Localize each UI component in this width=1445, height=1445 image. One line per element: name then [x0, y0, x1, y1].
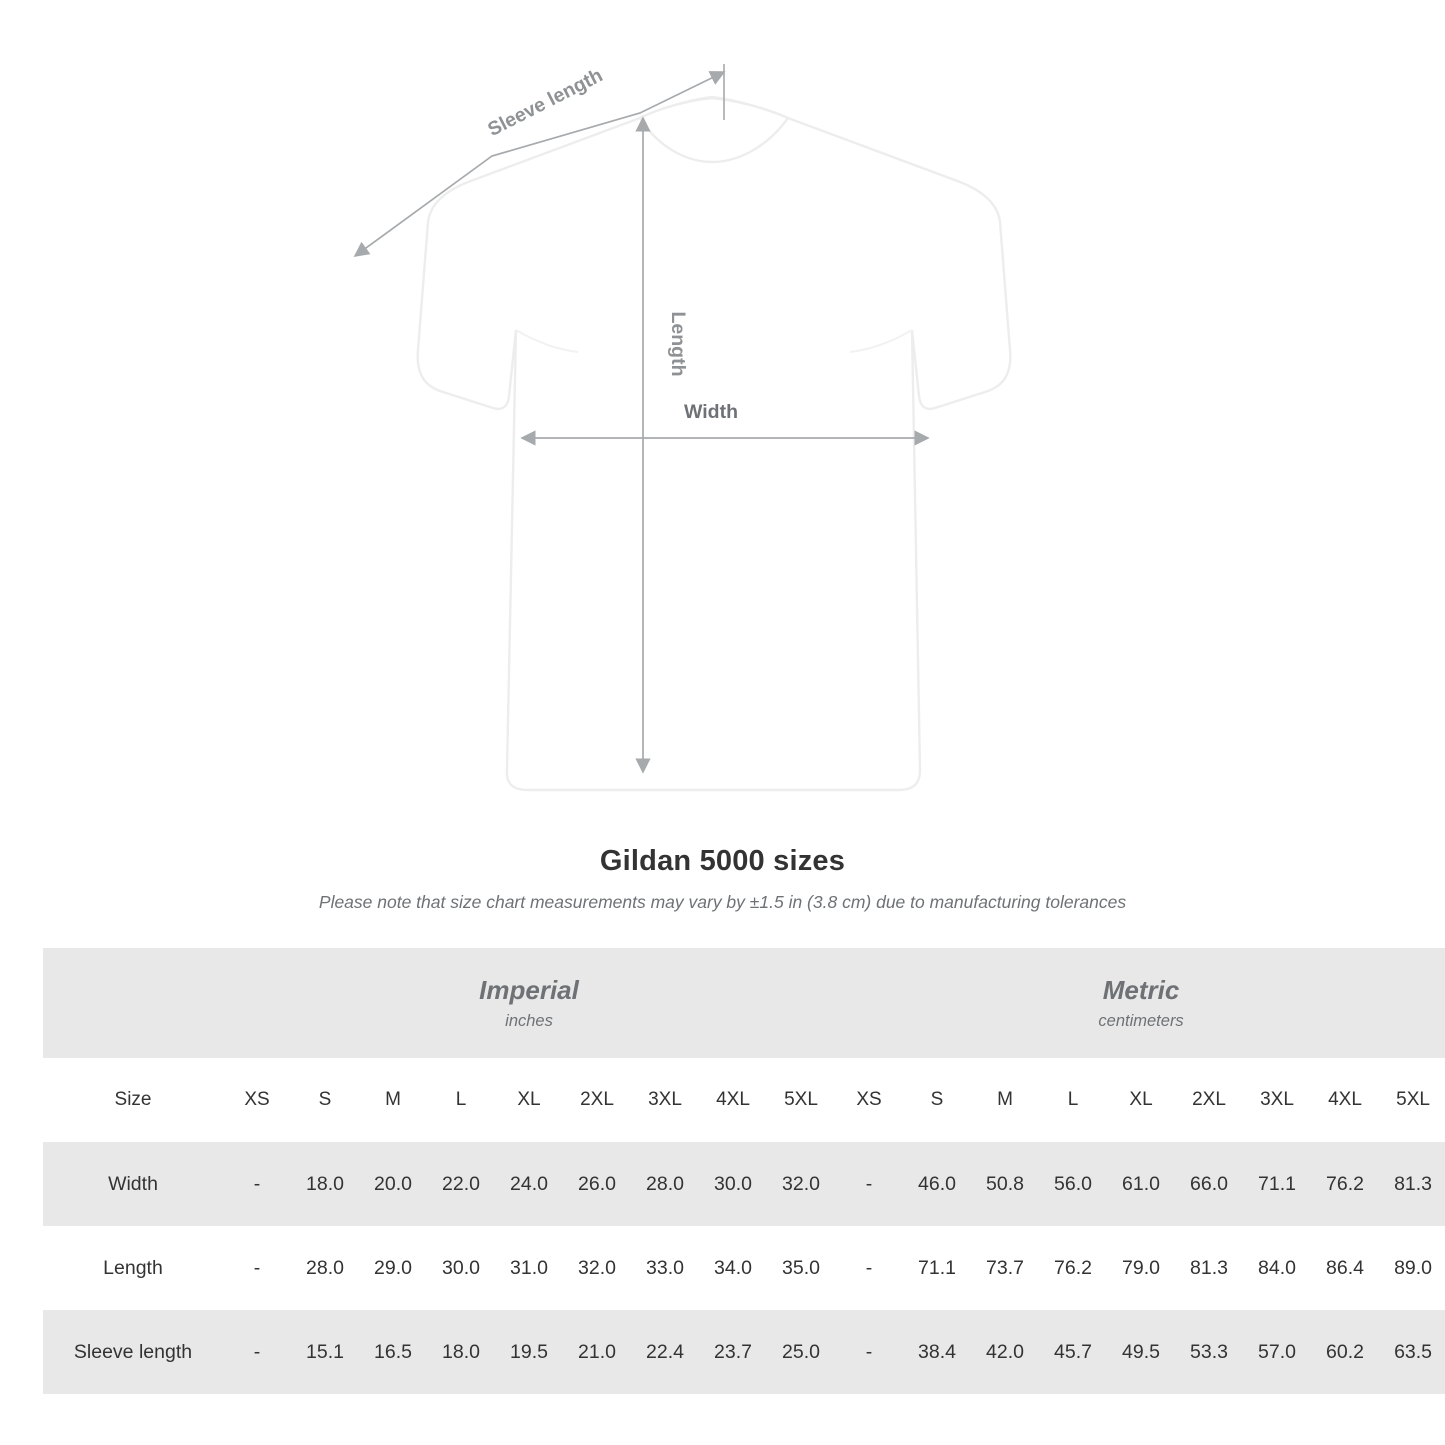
cell-sleeve-metric-5xl: 63.5 [1379, 1310, 1445, 1394]
row-label-width: Width [43, 1142, 223, 1226]
cell-length-imperial-xs: - [223, 1226, 291, 1310]
cell-length-metric-5xl: 89.0 [1379, 1226, 1445, 1310]
cell-sleeve-imperial-l: 18.0 [427, 1310, 495, 1394]
cell-sleeve-imperial-4xl: 23.7 [699, 1310, 767, 1394]
size-header-row [43, 1058, 1445, 1142]
cell-length-metric-4xl: 86.4 [1311, 1226, 1379, 1310]
size-header-imperial-s: S [291, 1058, 359, 1142]
page-title: Gildan 5000 sizes [599, 845, 846, 877]
size-header-metric-3xl: 3XL [1243, 1058, 1311, 1142]
cell-length-imperial-xl: 31.0 [495, 1226, 563, 1310]
size-header-imperial-xl: XL [495, 1058, 563, 1142]
cell-sleeve-imperial-s: 15.1 [291, 1310, 359, 1394]
size-header-metric-2xl: 2XL [1175, 1058, 1243, 1142]
cell-width-metric-xl: 61.0 [1107, 1142, 1175, 1226]
cell-length-imperial-4xl: 34.0 [699, 1226, 767, 1310]
cell-sleeve-metric-s: 38.4 [903, 1310, 971, 1394]
cell-width-imperial-s: 18.0 [291, 1142, 359, 1226]
unit-group-metric-unit: centimeters [1098, 1012, 1184, 1031]
cell-length-imperial-2xl: 32.0 [563, 1226, 631, 1310]
cell-width-metric-3xl: 71.1 [1243, 1142, 1311, 1226]
cell-width-imperial-xs: - [223, 1142, 291, 1226]
size-header-metric-l: L [1039, 1058, 1107, 1142]
size-header-metric-m: M [971, 1058, 1039, 1142]
cell-width-metric-s: 46.0 [903, 1142, 971, 1226]
cell-length-imperial-m: 29.0 [359, 1226, 427, 1310]
cell-width-imperial-m: 20.0 [359, 1142, 427, 1226]
size-header-imperial-3xl: 3XL [631, 1058, 699, 1142]
cell-width-metric-4xl: 76.2 [1311, 1142, 1379, 1226]
size-header-imperial-4xl: 4XL [699, 1058, 767, 1142]
cell-width-metric-xs: - [835, 1142, 903, 1226]
unit-group-imperial-name: Imperial [479, 974, 579, 1005]
cell-sleeve-imperial-xl: 19.5 [495, 1310, 563, 1394]
cell-sleeve-metric-2xl: 53.3 [1175, 1310, 1243, 1394]
cell-sleeve-imperial-3xl: 22.4 [631, 1310, 699, 1394]
table-row [43, 1310, 1445, 1394]
column-header-size: Size [43, 1058, 223, 1142]
size-header-metric-xs: XS [835, 1058, 903, 1142]
size-header-metric-xl: XL [1107, 1058, 1175, 1142]
cell-width-metric-2xl: 66.0 [1175, 1142, 1243, 1226]
cell-width-metric-5xl: 81.3 [1379, 1142, 1445, 1226]
size-table [43, 948, 1445, 1394]
cell-width-imperial-3xl: 28.0 [631, 1142, 699, 1226]
size-header-imperial-xs: XS [223, 1058, 291, 1142]
tolerance-note: Please note that size chart measurements may vary by ±1.5 in (3.8 cm) due to manufacturing tolerances [318, 892, 1127, 912]
cell-width-metric-l: 56.0 [1039, 1142, 1107, 1226]
size-header-metric-4xl: 4XL [1311, 1058, 1379, 1142]
cell-width-imperial-5xl: 32.0 [767, 1142, 835, 1226]
sleeve-length-label: Sleeve length [484, 64, 607, 141]
table-row [43, 1142, 1445, 1226]
cell-length-metric-s: 71.1 [903, 1226, 971, 1310]
row-label-length: Length [43, 1226, 223, 1310]
cell-length-imperial-3xl: 33.0 [631, 1226, 699, 1310]
size-header-imperial-l: L [427, 1058, 495, 1142]
cell-sleeve-metric-xs: - [835, 1310, 903, 1394]
cell-length-metric-m: 73.7 [971, 1226, 1039, 1310]
unit-header-row [43, 948, 1445, 1058]
cell-width-metric-m: 50.8 [971, 1142, 1039, 1226]
cell-width-imperial-4xl: 30.0 [699, 1142, 767, 1226]
cell-length-imperial-l: 30.0 [427, 1226, 495, 1310]
size-header-metric-s: S [903, 1058, 971, 1142]
size-header-imperial-m: M [359, 1058, 427, 1142]
size-header-imperial-2xl: 2XL [563, 1058, 631, 1142]
cell-sleeve-imperial-2xl: 21.0 [563, 1310, 631, 1394]
cell-sleeve-metric-3xl: 57.0 [1243, 1310, 1311, 1394]
size-header-imperial-5xl: 5XL [767, 1058, 835, 1142]
unit-group-imperial [223, 948, 835, 1058]
cell-length-imperial-5xl: 35.0 [767, 1226, 835, 1310]
unit-group-metric [835, 948, 1445, 1058]
unit-row-spacer [43, 948, 223, 1058]
width-label: Width [684, 401, 738, 423]
cell-sleeve-metric-m: 42.0 [971, 1310, 1039, 1394]
cell-sleeve-metric-l: 45.7 [1039, 1310, 1107, 1394]
tshirt-shape [418, 97, 1011, 790]
length-label: Length [667, 311, 689, 377]
size-header-metric-5xl: 5XL [1379, 1058, 1445, 1142]
cell-width-imperial-xl: 24.0 [495, 1142, 563, 1226]
size-table-wrap [43, 948, 1433, 1394]
cell-sleeve-metric-xl: 49.5 [1107, 1310, 1175, 1394]
unit-group-imperial-unit: inches [505, 1012, 553, 1031]
unit-group-metric-name: Metric [1102, 974, 1180, 1005]
table-row [43, 1226, 1445, 1310]
cell-length-metric-xl: 79.0 [1107, 1226, 1175, 1310]
cell-length-metric-xs: - [835, 1226, 903, 1310]
cell-length-metric-2xl: 81.3 [1175, 1226, 1243, 1310]
cell-width-imperial-2xl: 26.0 [563, 1142, 631, 1226]
cell-length-metric-3xl: 84.0 [1243, 1226, 1311, 1310]
row-label-sleeve-length: Sleeve length [43, 1310, 223, 1394]
cell-sleeve-imperial-m: 16.5 [359, 1310, 427, 1394]
cell-length-imperial-s: 28.0 [291, 1226, 359, 1310]
cell-length-metric-l: 76.2 [1039, 1226, 1107, 1310]
title-block [0, 845, 1445, 913]
cell-sleeve-imperial-xs: - [223, 1310, 291, 1394]
cell-width-imperial-l: 22.0 [427, 1142, 495, 1226]
cell-sleeve-imperial-5xl: 25.0 [767, 1310, 835, 1394]
cell-sleeve-metric-4xl: 60.2 [1311, 1310, 1379, 1394]
